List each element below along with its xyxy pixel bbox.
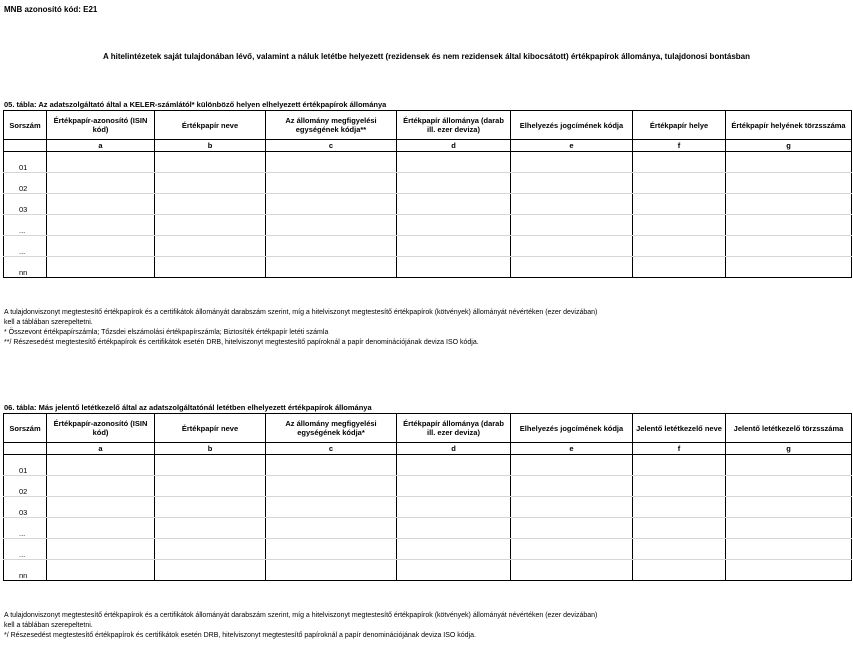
- letter-cell: g: [726, 443, 852, 455]
- header-cell: Értékpapír állománya (darab ill. ezer deviza): [397, 414, 511, 443]
- data-cell[interactable]: [511, 173, 633, 194]
- data-cell[interactable]: [266, 455, 397, 476]
- data-cell[interactable]: [155, 215, 266, 236]
- data-cell[interactable]: [47, 560, 155, 581]
- data-cell[interactable]: [633, 257, 726, 278]
- note-line: */ Részesedést megtestesítő értékpapírok és certifikátok esetén DRB, hitelviszonyt megtestesítő papíroknál a papír denominációjának deviza ISO kódja.: [4, 632, 476, 639]
- table06-letter-row: [4, 443, 852, 455]
- row-number: ...: [4, 518, 47, 539]
- letter-cell: g: [726, 140, 852, 152]
- letter-cell: [4, 140, 47, 152]
- table05-letter-row: [4, 140, 852, 152]
- note-line: A tulajdonviszonyt megtestesítő értékpapírok és a certifikátok állományát darabszám szerint, míg a hitelviszonyt megtestesítő értékpapírok (kötvények) állományát névértéken (ezer devizában): [4, 612, 598, 619]
- data-cell[interactable]: [726, 215, 852, 236]
- data-cell[interactable]: [633, 194, 726, 215]
- header-cell: Értékpapír-azonosító (ISIN kód): [47, 111, 155, 140]
- letter-cell: [4, 443, 47, 455]
- data-cell[interactable]: [155, 194, 266, 215]
- table06-header-row: [4, 414, 852, 443]
- data-cell[interactable]: [47, 152, 155, 173]
- table-row: [4, 236, 852, 257]
- data-cell[interactable]: [511, 257, 633, 278]
- data-cell[interactable]: [726, 257, 852, 278]
- data-cell[interactable]: [47, 236, 155, 257]
- data-cell[interactable]: [266, 215, 397, 236]
- header-cell: Értékpapír helye: [633, 111, 726, 140]
- data-cell[interactable]: [633, 497, 726, 518]
- data-cell[interactable]: [397, 539, 511, 560]
- data-cell[interactable]: [397, 194, 511, 215]
- letter-cell: e: [511, 443, 633, 455]
- letter-cell: a: [47, 443, 155, 455]
- letter-cell: f: [633, 443, 726, 455]
- data-cell[interactable]: [397, 236, 511, 257]
- data-cell[interactable]: [397, 152, 511, 173]
- row-number: 02: [4, 173, 47, 194]
- header-cell: Sorszám: [4, 414, 47, 443]
- data-cell[interactable]: [266, 152, 397, 173]
- table-row: [4, 560, 852, 581]
- data-cell[interactable]: [266, 236, 397, 257]
- data-cell[interactable]: [47, 257, 155, 278]
- data-cell[interactable]: [266, 560, 397, 581]
- note-line: **/ Részesedést megtestesítő értékpapírok és certifikátok esetén DRB, hitelviszonyt megtestesítő papíroknál a papír denominációjának deviza ISO kódja.: [4, 339, 479, 346]
- data-cell[interactable]: [511, 194, 633, 215]
- table-row: [4, 257, 852, 278]
- data-cell[interactable]: [266, 539, 397, 560]
- data-cell[interactable]: [511, 236, 633, 257]
- letter-cell: a: [47, 140, 155, 152]
- data-cell[interactable]: [511, 560, 633, 581]
- data-cell[interactable]: [511, 539, 633, 560]
- table05-notes: [4, 308, 844, 348]
- data-cell[interactable]: [397, 476, 511, 497]
- data-cell[interactable]: [266, 518, 397, 539]
- data-cell[interactable]: [397, 497, 511, 518]
- data-cell[interactable]: [726, 455, 852, 476]
- data-cell[interactable]: [155, 236, 266, 257]
- data-cell[interactable]: [633, 518, 726, 539]
- data-cell[interactable]: [397, 518, 511, 539]
- data-cell[interactable]: [511, 455, 633, 476]
- data-cell[interactable]: [47, 539, 155, 560]
- header-cell: Jelentő letétkezelő neve: [633, 414, 726, 443]
- row-number: nn: [4, 560, 47, 581]
- row-number: 03: [4, 194, 47, 215]
- data-cell[interactable]: [397, 560, 511, 581]
- table05-header-row: [4, 111, 852, 140]
- data-cell[interactable]: [47, 194, 155, 215]
- letter-cell: d: [397, 140, 511, 152]
- table06-notes: [4, 611, 844, 641]
- note-line: kell a táblában szerepeltetni.: [4, 319, 93, 326]
- table06-caption: 06. tábla: Más jelentő letétkezelő által az adatszolgáltatónál letétben elhelyezett értékpapírok állománya: [4, 403, 372, 412]
- data-cell[interactable]: [266, 497, 397, 518]
- row-number: 03: [4, 497, 47, 518]
- data-cell[interactable]: [155, 560, 266, 581]
- letter-cell: c: [266, 140, 397, 152]
- data-cell[interactable]: [726, 173, 852, 194]
- data-cell[interactable]: [155, 497, 266, 518]
- data-cell[interactable]: [397, 215, 511, 236]
- letter-cell: b: [155, 443, 266, 455]
- data-cell[interactable]: [726, 236, 852, 257]
- row-number: 01: [4, 152, 47, 173]
- data-cell[interactable]: [511, 215, 633, 236]
- row-number: ...: [4, 236, 47, 257]
- letter-cell: f: [633, 140, 726, 152]
- header-cell: Elhelyezés jogcímének kódja: [511, 111, 633, 140]
- data-cell[interactable]: [633, 215, 726, 236]
- data-cell[interactable]: [726, 539, 852, 560]
- data-cell[interactable]: [155, 173, 266, 194]
- table-row: [4, 539, 852, 560]
- note-line: kell a táblában szerepeltetni.: [4, 622, 93, 629]
- letter-cell: c: [266, 443, 397, 455]
- data-cell[interactable]: [47, 497, 155, 518]
- data-cell[interactable]: [397, 257, 511, 278]
- row-number: 01: [4, 455, 47, 476]
- table06: [3, 413, 852, 581]
- table05: [3, 110, 852, 278]
- table-row: [4, 215, 852, 236]
- data-cell[interactable]: [155, 152, 266, 173]
- data-cell[interactable]: [511, 476, 633, 497]
- table-row: [4, 497, 852, 518]
- table05-caption: 05. tábla: Az adatszolgáltató által a KELER-számlától* különböző helyen elhelyezett értékpapírok állománya: [4, 100, 387, 109]
- data-cell[interactable]: [266, 173, 397, 194]
- data-cell[interactable]: [155, 476, 266, 497]
- data-cell[interactable]: [47, 215, 155, 236]
- data-cell[interactable]: [633, 476, 726, 497]
- table-row: [4, 173, 852, 194]
- row-number: ...: [4, 539, 47, 560]
- data-cell[interactable]: [397, 173, 511, 194]
- header-cell: Jelentő letétkezelő törzsszáma: [726, 414, 852, 443]
- row-number: ...: [4, 215, 47, 236]
- letter-cell: b: [155, 140, 266, 152]
- data-cell[interactable]: [633, 560, 726, 581]
- header-cell: Értékpapír neve: [155, 111, 266, 140]
- row-number: 02: [4, 476, 47, 497]
- data-cell[interactable]: [633, 152, 726, 173]
- header-cell: Értékpapír neve: [155, 414, 266, 443]
- data-cell[interactable]: [155, 455, 266, 476]
- data-cell[interactable]: [155, 518, 266, 539]
- data-cell[interactable]: [266, 476, 397, 497]
- table-row: [4, 476, 852, 497]
- header-cell: Az állomány megfigyelési egységének kódja*: [266, 414, 397, 443]
- data-cell[interactable]: [511, 152, 633, 173]
- data-cell[interactable]: [726, 560, 852, 581]
- header-cell: Elhelyezés jogcímének kódja: [511, 414, 633, 443]
- data-cell[interactable]: [633, 236, 726, 257]
- data-cell[interactable]: [726, 518, 852, 539]
- table-row: [4, 518, 852, 539]
- data-cell[interactable]: [511, 497, 633, 518]
- letter-cell: d: [397, 443, 511, 455]
- data-cell[interactable]: [397, 455, 511, 476]
- header-cell: Sorszám: [4, 111, 47, 140]
- data-cell[interactable]: [511, 518, 633, 539]
- header-cell: Értékpapír-azonosító (ISIN kód): [47, 414, 155, 443]
- note-line: * Összevont értékpapírszámla; Tőzsdei elszámolási értékpapírszámla; Biztosíték értékpapír letéti számla: [4, 329, 329, 336]
- data-cell[interactable]: [726, 497, 852, 518]
- header-cell: Értékpapír helyének törzsszáma: [726, 111, 852, 140]
- data-cell[interactable]: [726, 152, 852, 173]
- data-cell[interactable]: [47, 476, 155, 497]
- data-cell[interactable]: [47, 518, 155, 539]
- table-row: [4, 152, 852, 173]
- table-row: [4, 194, 852, 215]
- data-cell[interactable]: [47, 173, 155, 194]
- data-cell[interactable]: [633, 173, 726, 194]
- data-cell[interactable]: [266, 257, 397, 278]
- data-cell[interactable]: [633, 455, 726, 476]
- header-cell: Az állomány megfigyelési egységének kódja**: [266, 111, 397, 140]
- mnb-code: MNB azonosító kód: E21: [4, 5, 98, 14]
- data-cell[interactable]: [633, 539, 726, 560]
- data-cell[interactable]: [266, 194, 397, 215]
- table-row: [4, 455, 852, 476]
- data-cell[interactable]: [155, 539, 266, 560]
- data-cell[interactable]: [155, 257, 266, 278]
- page-title: A hitelintézetek saját tulajdonában lévő, valamint a náluk letétbe helyezett (rezidensek és nem rezidensek által kibocsátott) értékpapírok állománya, tulajdonosi bontásban: [103, 52, 750, 61]
- header-cell: Értékpapír állománya (darab ill. ezer deviza): [397, 111, 511, 140]
- data-cell[interactable]: [726, 476, 852, 497]
- letter-cell: e: [511, 140, 633, 152]
- data-cell[interactable]: [726, 194, 852, 215]
- data-cell[interactable]: [47, 455, 155, 476]
- row-number: nn: [4, 257, 47, 278]
- note-line: A tulajdonviszonyt megtestesítő értékpapírok és a certifikátok állományát darabszám szerint, míg a hitelviszonyt megtestesítő értékpapírok (kötvények) állományát névértéken (ezer devizában): [4, 309, 598, 316]
